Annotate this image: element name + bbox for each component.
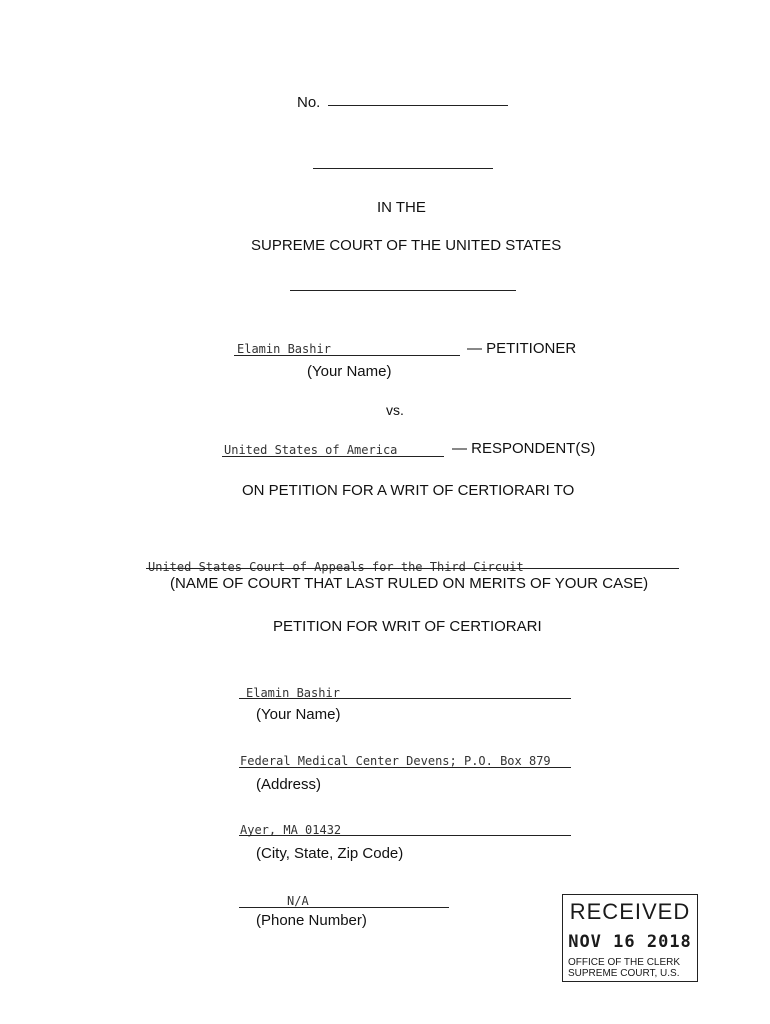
petitioner-role: — PETITIONER (467, 340, 577, 357)
received-stamp-office (568, 957, 680, 979)
petition-title: PETITION FOR WRIT OF CERTIORARI (273, 618, 542, 635)
court-heading: SUPREME COURT OF THE UNITED STATES (251, 237, 562, 254)
filer-phone: N/A (287, 894, 309, 908)
lower-court-line (146, 568, 679, 569)
filer-city-hint: (City, State, Zip Code) (256, 845, 404, 862)
in-the-heading: IN THE (377, 199, 426, 216)
received-stamp-title: RECEIVED (569, 899, 691, 924)
received-stamp-office-line1: OFFICE OF THE CLERK (568, 957, 681, 968)
filer-city-line (239, 835, 571, 836)
petitioner-name: Elamin Bashir (237, 342, 331, 356)
lower-court-hint: (NAME OF COURT THAT LAST RULED ON MERITS OF YOUR CASE) (170, 575, 649, 592)
filer-phone-hint: (Phone Number) (256, 912, 367, 929)
received-stamp-date: NOV 16 2018 (568, 932, 692, 952)
respondent-name: United States of America (224, 443, 398, 457)
docket-number-label: No. (297, 94, 321, 111)
filer-address: Federal Medical Center Devens; P.O. Box 879 (240, 754, 551, 768)
divider-line (313, 168, 493, 169)
petition-to-heading: ON PETITION FOR A WRIT OF CERTIORARI TO (242, 482, 575, 499)
received-stamp-office-line2: SUPREME COURT, U.S. (568, 968, 680, 979)
lower-court-name: United States Court of Appeals for the Third Circuit (148, 560, 524, 574)
respondent-role: — RESPONDENT(S) (452, 440, 596, 457)
petitioner-name-hint: (Your Name) (307, 363, 392, 380)
filer-address-hint: (Address) (256, 776, 322, 793)
filer-name-hint: (Your Name) (256, 706, 341, 723)
respondent-name-line (222, 456, 444, 457)
filer-name: Elamin Bashir (246, 686, 340, 700)
filer-city: Ayer, MA 01432 (240, 823, 342, 837)
petitioner-name-line (234, 355, 460, 356)
filer-address-line (239, 767, 571, 768)
filer-phone-line (239, 907, 449, 908)
received-stamp (562, 894, 698, 982)
divider-line (290, 290, 516, 291)
versus-label: vs. (386, 402, 404, 418)
docket-number-line (328, 105, 508, 106)
filer-name-line (239, 698, 571, 699)
